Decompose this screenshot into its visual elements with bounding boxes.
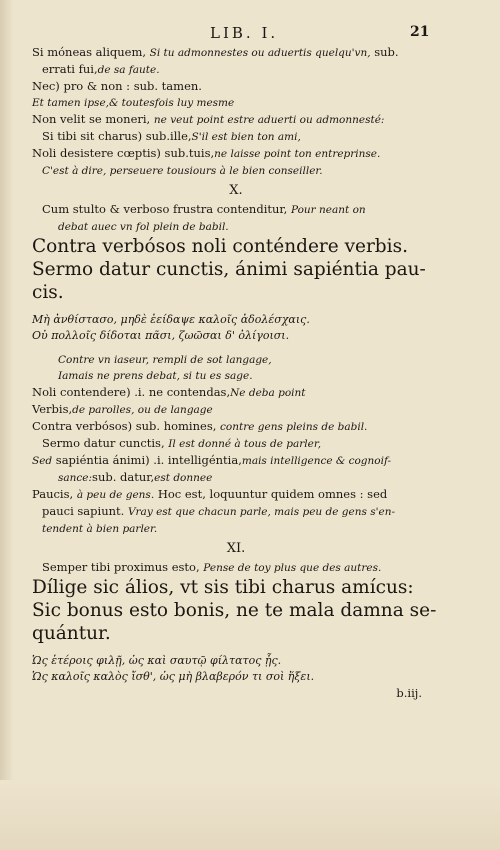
page-bottom-margin (0, 780, 500, 850)
distich-line: cis. (32, 282, 64, 303)
gloss-line: Sed sapiéntia ánimi) .i. intelligéntia,mais intelligence & cognoif- (32, 453, 392, 467)
text-line: Si móneas aliquem, Si tu admonnestes ou aduertis quelqu'vn, sub. (32, 45, 399, 59)
french-verse-line: Iamais ne prens debat, si tu es sage. (58, 370, 253, 382)
gloss-line: Paucis, à peu de gens. Hoc est, loquuntur quidem omnes : sed (32, 487, 388, 501)
distich-line: Sic bonus esto bonis, ne te mala damna se- (32, 600, 437, 621)
section-heading-x: X. (229, 183, 243, 198)
text-line: Semper tibi proximus esto, Pense de toy plus que des autres. (42, 560, 382, 574)
gloss-line: pauci sapiunt. Vray est que chacun parle, mais peu de gens s'en- (42, 504, 396, 518)
gloss-line: tendent à bien parler. (42, 523, 158, 535)
distich-line: quántur. (32, 623, 111, 644)
page-gutter-shadow (0, 0, 14, 850)
greek-line: Μὴ ἀνθίστασο, μηδὲ ἐείδαψε καλοῖς ἀδολέσχαις. (32, 313, 310, 326)
running-title: LIB. I. (210, 24, 279, 42)
section-heading-xi: XI. (226, 541, 246, 556)
gloss-line: Contra verbósos) sub. homines, contre gens pleins de babil. (32, 419, 368, 433)
distich-line: Contra verbósos noli conténdere verbis. (32, 236, 408, 257)
text-line: debat auec vn fol plein de babil. (58, 221, 229, 233)
text-line: errati fui,de sa faute. (42, 62, 160, 76)
gloss-line: Noli contendere) .i. ne contendas,Ne deba point (32, 385, 306, 399)
french-verse-line: Contre vn iaseur, rempli de sot langage, (58, 354, 272, 366)
text-line: Et tamen ipse,& toutesfois luy mesme (32, 97, 235, 109)
page-number: 21 (410, 24, 430, 40)
distich-line: Dílige sic álios, vt sis tibi charus amícus: (32, 577, 414, 598)
distich-line: Sermo datur cunctis, ánimi sapiéntia pau- (32, 259, 426, 280)
page-content (32, 24, 440, 701)
gloss-line: Sermo datur cunctis, Il est donné à tous de parler, (42, 436, 322, 450)
text-line: Cum stulto & verboso frustra contenditur, Pour neant on (42, 202, 366, 216)
text-line: Si tibi sit charus) sub.ille,S'il est bien ton ami, (42, 129, 301, 143)
gloss-line: Verbis,de parolles, ou de langage (32, 402, 213, 416)
greek-line: Ὡς καλοῖς καλὸς ἴσθ', ὡς μὴ βλαβερόν τι σοὶ ἥξει. (32, 670, 315, 683)
text-line: Noli desistere cœptis) sub.tuis,ne laisse point ton entreprinse. (32, 146, 381, 160)
greek-line: Ὡς ἑτέροις φιλῇ, ὡς καὶ σαυτῷ φίλτατος ᾖς. (32, 654, 282, 667)
greek-line: Οὐ πολλοῖς δίδοται πᾶσι, ζωῶσαι δ' ὀλίγοισι. (32, 329, 290, 342)
text-line: Nec) pro & non : sub. tamen. (32, 79, 202, 93)
running-header (32, 24, 440, 44)
text-line: C'est à dire, perseuere tousiours à le bien conseiller. (42, 165, 323, 177)
signature-mark: b.iij. (396, 686, 422, 700)
gloss-line: sance:sub. datur,est donnee (58, 470, 213, 484)
text-line: Non velit se moneri, ne veut point estre aduerti ou admonnesté: (32, 112, 385, 126)
